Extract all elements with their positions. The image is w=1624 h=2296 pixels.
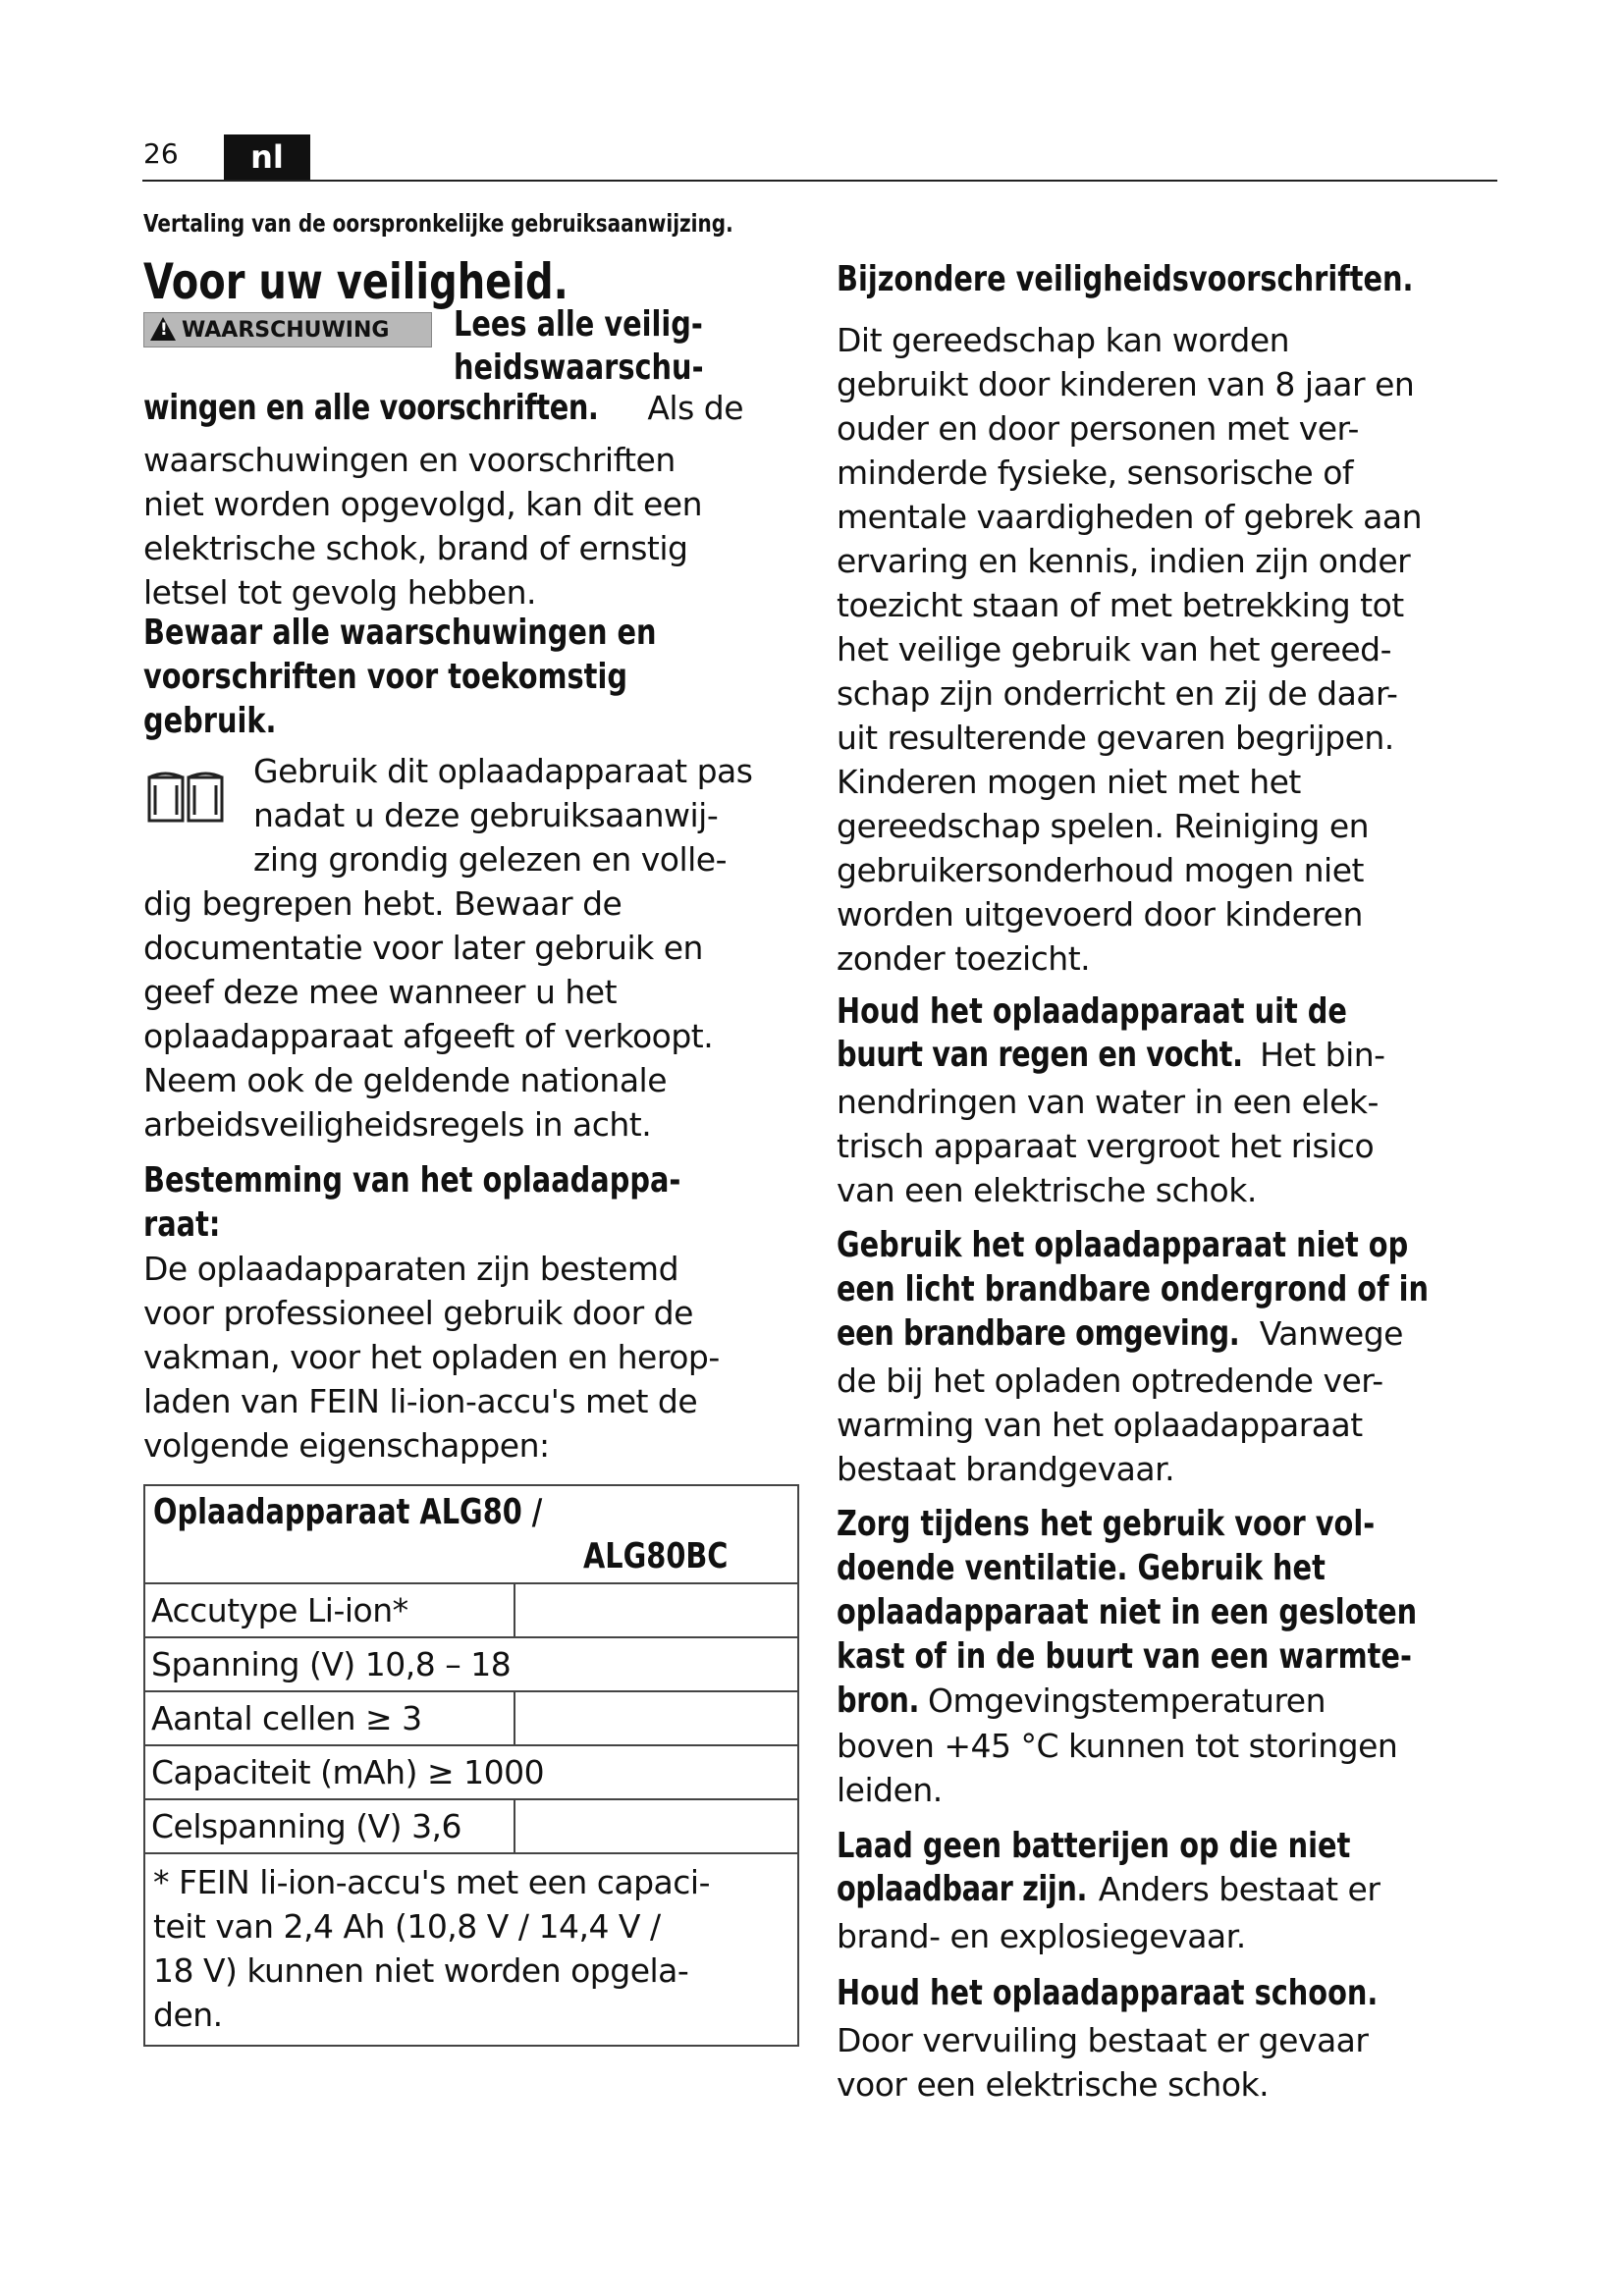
purpose-body-line: De oplaadapparaten zijn bestemd — [143, 1250, 679, 1288]
rain-heading-line2 — [837, 1033, 1385, 1077]
manual-body-line: nadat u deze gebruiksaanwij- — [253, 796, 719, 834]
manual-book-icon — [145, 768, 226, 825]
battery-heading-1: Laad geen batterijen op die niet — [837, 1826, 1351, 1866]
spec-table — [143, 1484, 799, 2047]
page-title: Voor uw veiligheid. — [143, 253, 568, 310]
vent-heading-line: kast of in de buurt van een warmte- — [837, 1636, 1412, 1677]
warning-heading-2: heidswaarschu- — [454, 347, 704, 388]
footnote-line: den. — [153, 1996, 223, 2034]
body-line: mentale vaardigheden of gebrek aan — [837, 498, 1422, 536]
purpose-body-line: laden van FEIN li-ion-accu's met de — [143, 1382, 698, 1420]
body-line: ervaring en kennis, indien zijn onder — [837, 542, 1411, 580]
manual-body-line: documentatie voor later gebruik en — [143, 929, 703, 967]
spec-value: Li-ion* — [306, 1591, 408, 1629]
body-line: warming van het oplaadapparaat — [837, 1406, 1363, 1444]
manual-body-line: geef deze mee wanneer u het — [143, 973, 618, 1011]
fire-heading-line: Gebruik het oplaadapparaat niet op — [837, 1225, 1409, 1265]
warning-body-start: Als de — [637, 389, 744, 427]
header-rule — [142, 180, 1497, 182]
table-row — [144, 1745, 798, 1799]
body-line: brand- en explosiegevaar. — [837, 1917, 1246, 1955]
warning-body-line: letsel tot gevolg hebben. — [143, 573, 537, 612]
manual-body — [143, 881, 713, 1147]
language-tab: nl — [224, 134, 310, 180]
body-line: voor een elektrische schok. — [837, 2065, 1270, 2104]
spec-table-header — [144, 1485, 798, 1583]
fire-heading-3: een brandbare omgeving. — [837, 1313, 1240, 1354]
manual-body-line: arbeidsveiligheidsregels in acht. — [143, 1105, 652, 1144]
spec-label: Spanning (V) — [151, 1645, 355, 1683]
body-line: zonder toezicht. — [837, 939, 1091, 978]
purpose-body-line: vakman, voor het opladen en herop- — [143, 1338, 720, 1376]
battery-heading-2: oplaadbaar zijn. — [837, 1869, 1088, 1909]
ventilation-heading — [837, 1502, 1562, 1679]
purpose-heading-line: raat: — [143, 1204, 221, 1245]
warning-badge — [143, 312, 432, 347]
spec-value: 3,6 — [411, 1807, 462, 1845]
vent-heading-line: Zorg tijdens het gebruik voor vol- — [837, 1504, 1376, 1544]
body-line: boven +45 °C kunnen tot storingen — [837, 1727, 1398, 1765]
keep-instructions-heading — [143, 611, 785, 743]
spec-label: Accutype — [151, 1591, 298, 1629]
manual-body-indented — [253, 749, 752, 881]
warning-body-line: niet worden opgevolgd, kan dit een — [143, 485, 703, 523]
body-line: gereedschap spelen. Reiniging en — [837, 807, 1370, 845]
battery-body-start: Anders bestaat er — [1088, 1870, 1380, 1908]
keep-heading-line: voorschriften voor toekomstig — [143, 657, 627, 697]
body-line: nendringen van water in een elek- — [837, 1083, 1379, 1121]
manual-body-line: Gebruik dit oplaadapparaat pas — [253, 752, 753, 790]
body-line: Dit gereedschap kan worden — [837, 321, 1290, 359]
body-line: toezicht staan of met betrekking tot — [837, 586, 1404, 624]
ventilation-body — [837, 1724, 1397, 1812]
body-line: Door vervuiling bestaat er gevaar — [837, 2021, 1369, 2059]
manual-body-line: Neem ook de geldende nationale — [143, 1061, 668, 1099]
fire-heading-line3 — [837, 1311, 1403, 1356]
vent-heading-line: oplaadapparaat niet in een gesloten — [837, 1592, 1418, 1632]
footnote-line: * FEIN li-ion-accu's met een capaci- — [153, 1863, 710, 1901]
rain-heading-2: buurt van regen en vocht. — [837, 1035, 1243, 1075]
spec-footnote-row — [144, 1853, 798, 2046]
purpose-body-line: voor professioneel gebruik door de — [143, 1294, 693, 1332]
warning-body-line: elektrische schok, brand of ernstig — [143, 529, 688, 567]
purpose-body — [143, 1247, 720, 1468]
vent-heading-line: doende ventilatie. Gebruik het — [837, 1548, 1326, 1588]
warning-heading-1: Lees alle veilig- — [454, 304, 703, 345]
purpose-body-line: volgende eigenschappen: — [143, 1426, 550, 1465]
spec-header-line2: ALG80BC — [583, 1536, 729, 1576]
rain-body — [837, 1080, 1379, 1212]
keep-heading-line: Bewaar alle waarschuwingen en — [143, 613, 657, 653]
fire-body-start: Vanwege — [1249, 1314, 1403, 1353]
spec-value: 10,8 – 18 — [364, 1645, 512, 1683]
keep-heading-line: gebruik. — [143, 701, 277, 741]
purpose-heading-line: Bestemming van het oplaadappa- — [143, 1160, 681, 1201]
special-safety-heading: Bijzondere veiligheidsvoorschriften. — [837, 259, 1414, 299]
warning-body — [143, 438, 791, 614]
table-row — [144, 1583, 798, 1637]
body-line: worden uitgevoerd door kinderen — [837, 895, 1363, 934]
body-line: gebruikersonderhoud mogen niet — [837, 851, 1364, 889]
warning-heading-3: wingen en alle voorschriften. — [143, 388, 599, 428]
warning-heading-line3 — [143, 386, 743, 430]
rain-heading-1: Houd het oplaadapparaat uit de — [837, 991, 1347, 1032]
body-line: ouder en door personen met ver- — [837, 409, 1359, 448]
document-subtitle: Vertaling van de oorspronkelijke gebruiksaanwijzing. — [143, 209, 733, 238]
vent-heading-5: bron. — [837, 1681, 920, 1721]
warning-badge-label: WAARSCHUWING — [182, 318, 390, 343]
body-line: uit resulterende gevaren begrijpen. — [837, 719, 1394, 757]
spec-label: Aantal cellen — [151, 1699, 356, 1737]
ventilation-heading-line5 — [837, 1679, 1326, 1723]
warning-triangle-icon — [150, 317, 176, 341]
body-line: schap zijn onderricht en zij de daar- — [837, 674, 1398, 713]
body-line: gebruikt door kinderen van 8 jaar en — [837, 365, 1415, 403]
vent-body-start: Omgevingstemperaturen — [918, 1682, 1326, 1720]
spec-label: Celspanning (V) — [151, 1807, 403, 1845]
body-line: Kinderen mogen niet met het — [837, 763, 1301, 801]
body-line: trisch apparaat vergroot het risico — [837, 1127, 1375, 1165]
fire-heading-line: een licht brandbare ondergrond of in — [837, 1269, 1429, 1309]
spec-value: ≥ 3 — [365, 1699, 422, 1737]
special-safety-body — [837, 318, 1422, 981]
battery-body — [837, 1914, 1246, 1958]
body-line: de bij het opladen optredende ver- — [837, 1362, 1383, 1400]
clean-heading: Houd het oplaadapparaat schoon. — [837, 1973, 1379, 2013]
purpose-heading — [143, 1158, 815, 1247]
footnote-line: 18 V) kunnen niet worden opgela- — [153, 1951, 689, 1990]
body-line: minderde fysieke, sensorische of — [837, 454, 1354, 492]
fire-heading — [837, 1223, 1577, 1311]
body-line: van een elektrische schok. — [837, 1171, 1257, 1209]
body-line: het veilige gebruik van het gereed- — [837, 630, 1392, 668]
manual-body-line: zing grondig gelezen en volle- — [253, 840, 728, 879]
fire-body — [837, 1359, 1383, 1491]
warning-body-line: waarschuwingen en voorschriften — [143, 441, 676, 479]
spec-label: Capaciteit (mAh) — [151, 1753, 417, 1791]
page-number: 26 — [143, 137, 179, 170]
spec-header-line1: Oplaadapparaat ALG80 / — [153, 1492, 543, 1532]
table-row — [144, 1637, 798, 1691]
manual-body-line: oplaadapparaat afgeeft of verkoopt. — [143, 1017, 714, 1055]
spec-value: ≥ 1000 — [426, 1753, 545, 1791]
footnote-line: teit van 2,4 Ah (10,8 V / 14,4 V / — [153, 1907, 661, 1946]
manual-body-line: dig begrepen hebt. Bewaar de — [143, 884, 623, 923]
rain-body-start: Het bin- — [1250, 1036, 1385, 1074]
clean-body — [837, 2018, 1368, 2107]
body-line: leiden. — [837, 1771, 943, 1809]
battery-heading-line2 — [837, 1867, 1380, 1911]
table-row — [144, 1799, 798, 1853]
body-line: bestaat brandgevaar. — [837, 1450, 1175, 1488]
table-row — [144, 1691, 798, 1745]
